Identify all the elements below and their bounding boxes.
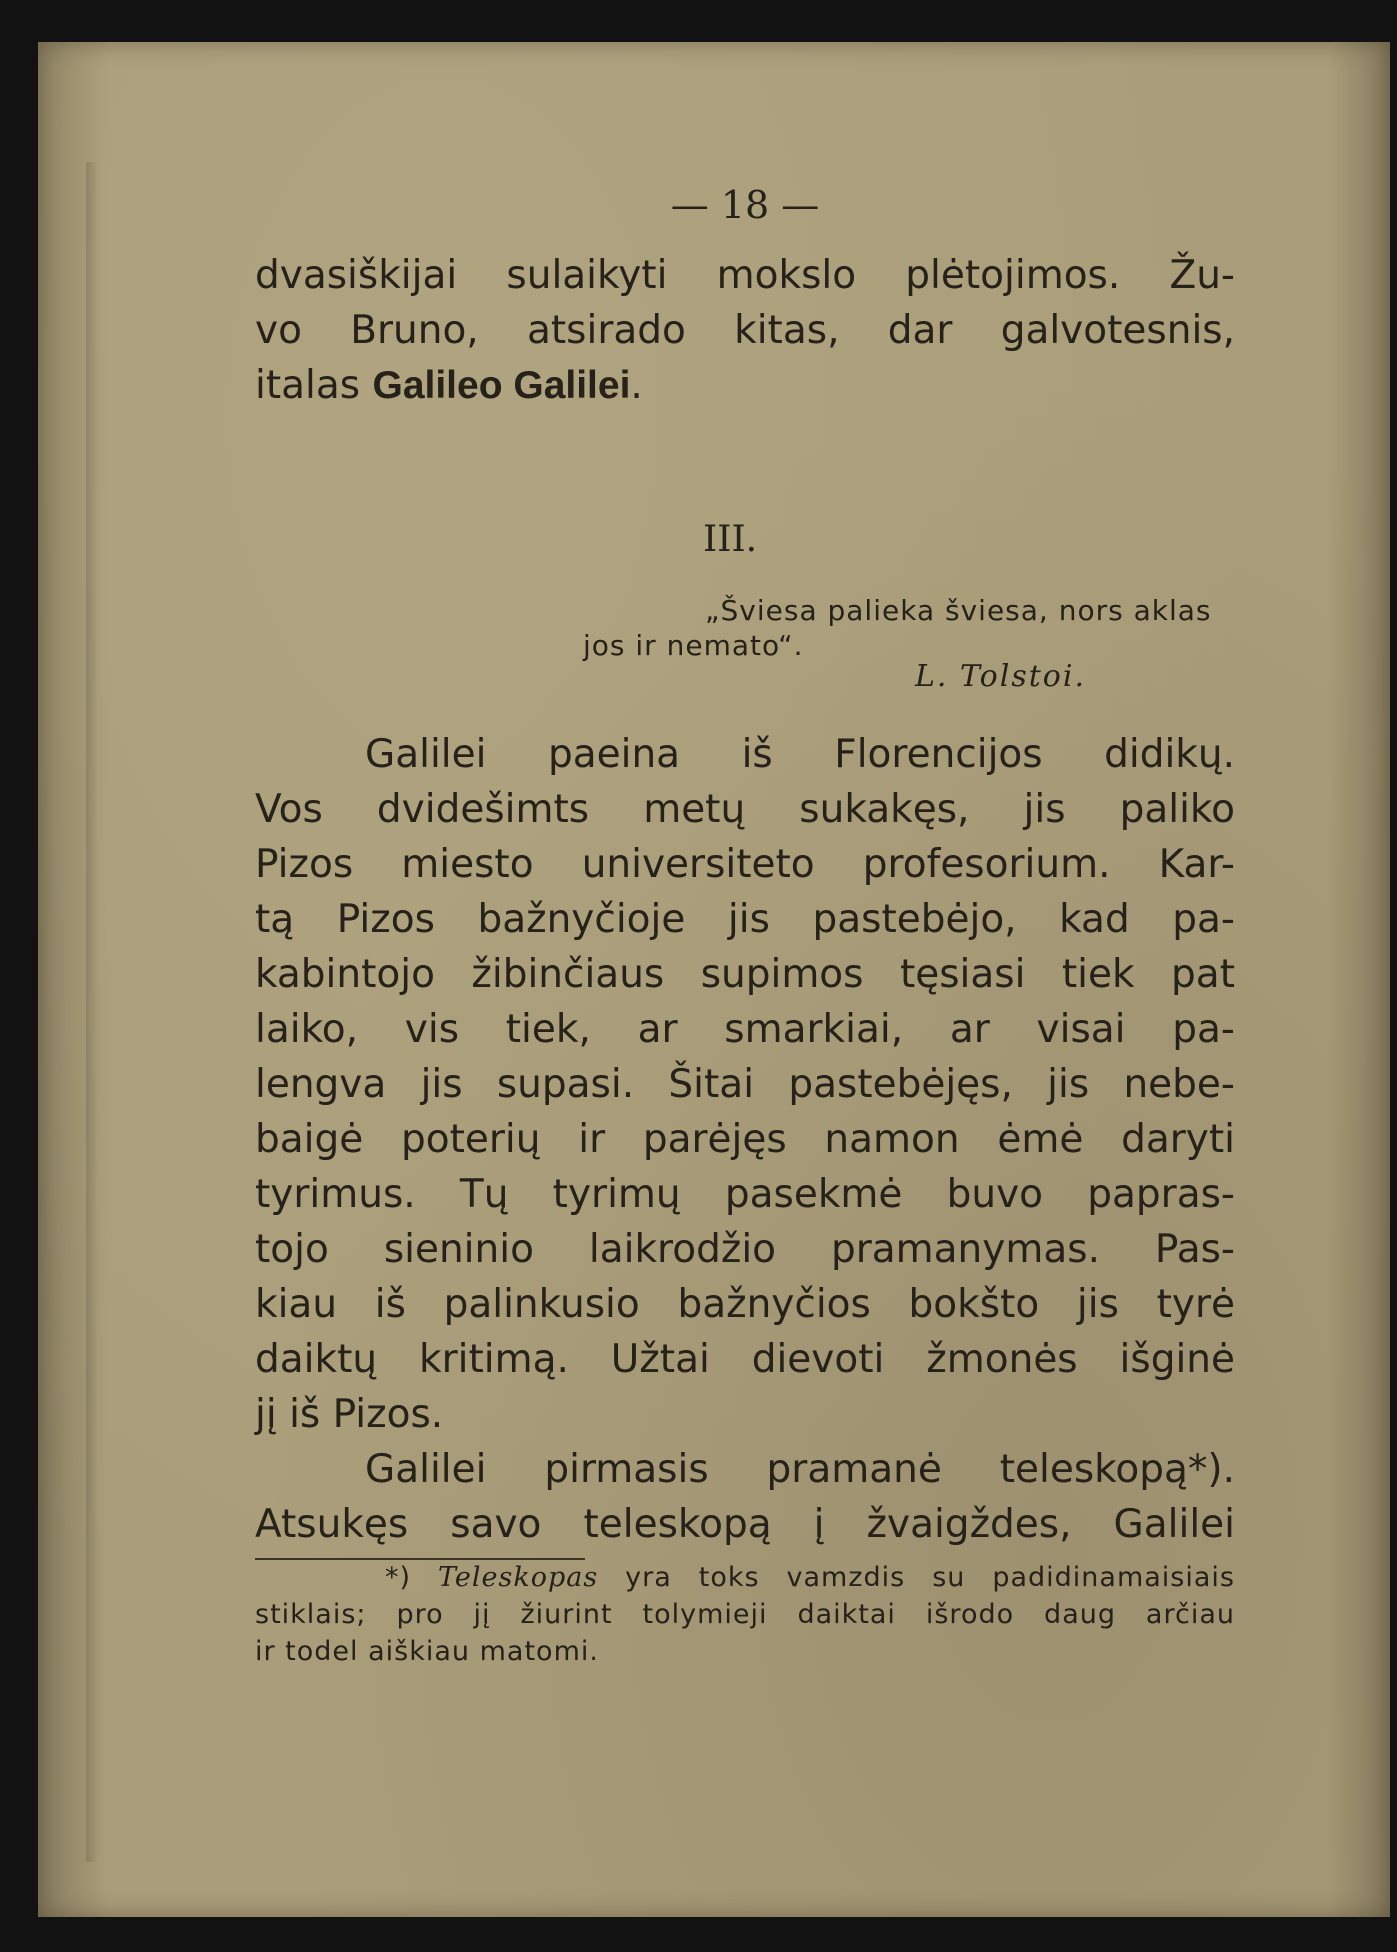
footnote-line <box>255 1560 1235 1596</box>
epigraph-author: L. Tolstoi. <box>915 659 1086 694</box>
text-line: lengva jis supasi. Šitai pastebėjęs, jis nebe- <box>255 1062 1235 1107</box>
footnote-marker: *) <box>385 1562 438 1593</box>
text-line: tojo sieninio laikrodžio pramanymas. Pas- <box>255 1227 1235 1272</box>
text-line: Galilei pirmasis pramanė teleskopą*). <box>365 1447 1235 1492</box>
footnote-term: Teleskopas <box>438 1562 599 1593</box>
text-line: Atsukęs savo teleskopą į žvaigždes, Galilei <box>255 1502 1235 1547</box>
text-line: daiktų kritimą. Užtai dievoti žmonės išginė <box>255 1337 1235 1382</box>
text-line: tyrimus. Tų tyrimų pasekmė buvo papras- <box>255 1172 1235 1217</box>
text-line: Pizos miesto universiteto profesorium. Kar- <box>255 842 1235 887</box>
epigraph-line: „Šviesa palieka šviesa, nors aklas <box>705 594 1212 627</box>
paper-fold-shadow <box>86 162 98 1862</box>
text-line: jį iš Pizos. <box>255 1392 444 1437</box>
text-line <box>255 358 1235 413</box>
text-fragment: italas <box>255 363 373 408</box>
text-line: dvasiškijai sulaikyti mokslo plėtojimos. Žu- <box>255 253 1235 298</box>
footnote-text: yra toks vamzdis su padidinamaisiais <box>598 1562 1235 1593</box>
footnote-line: ir todel aiškiau matomi. <box>255 1636 599 1667</box>
text-line: baigė poterių ir parėjęs namon ėmė daryti <box>255 1117 1235 1162</box>
text-line: laiko, vis tiek, ar smarkiai, ar visai pa- <box>255 1007 1235 1052</box>
text-line: Galilei paeina iš Florencijos didikų. <box>365 732 1235 777</box>
page-number: — 18 — <box>670 183 820 227</box>
text-fragment: . <box>630 363 643 408</box>
section-heading: III. <box>703 519 758 560</box>
text-line: tą Pizos bažnyčioje jis pastebėjo, kad pa- <box>255 897 1235 942</box>
bold-name: Galileo Galilei <box>372 364 631 407</box>
text-line: vo Bruno, atsirado kitas, dar galvotesnis, <box>255 308 1235 353</box>
text-line: kiau iš palinkusio bažnyčios bokšto jis tyrė <box>255 1282 1235 1327</box>
text-line: kabintojo žibinčiaus supimos tęsiasi tiek pat <box>255 952 1235 997</box>
footnote-line: stiklais; pro jį žiurint tolymieji daiktai išrodo daug arčiau <box>255 1599 1235 1630</box>
epigraph-line: jos ir nemato“. <box>583 629 804 662</box>
text-line: Vos dvidešimts metų sukakęs, jis paliko <box>255 787 1235 832</box>
